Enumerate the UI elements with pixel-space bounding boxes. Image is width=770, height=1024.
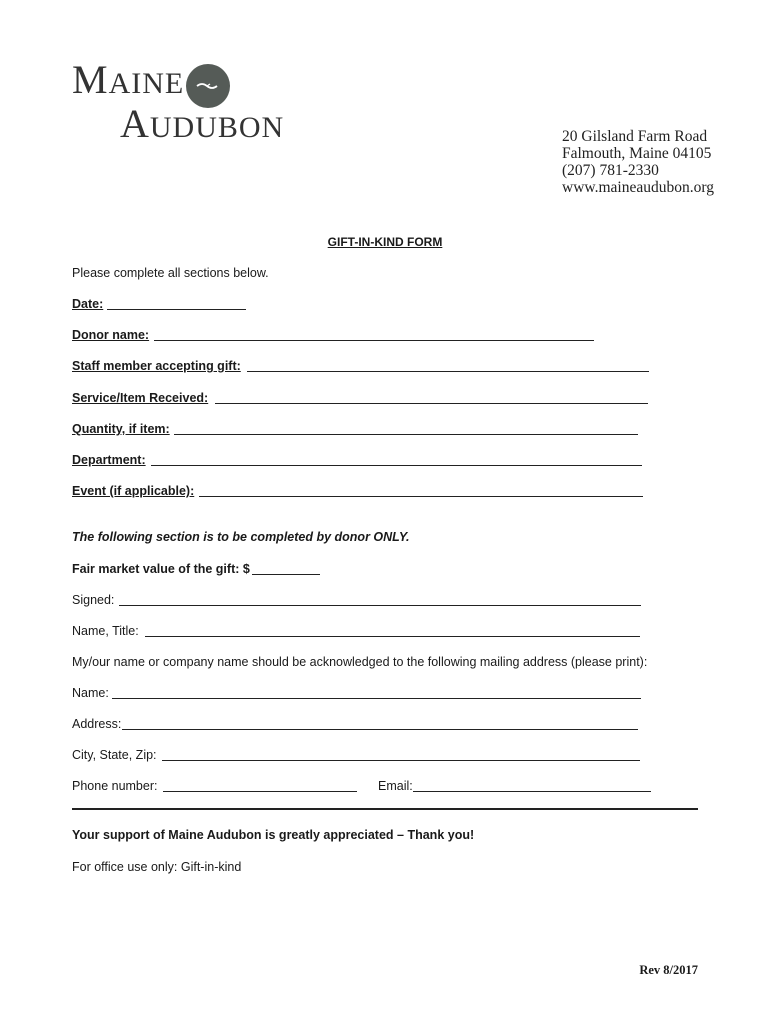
department-label: Department: [72,453,146,467]
section-divider [72,808,698,810]
donor-section-note: The following section is to be completed by donor ONLY. [72,530,410,544]
address-field[interactable] [122,729,638,730]
signed-field[interactable] [119,605,641,606]
thank-you-text: Your support of Maine Audubon is greatly appreciated – Thank you! [72,828,475,842]
event-field[interactable] [199,496,643,497]
fair-market-value-field[interactable] [252,574,320,575]
form-title: GIFT-IN-KIND FORM [327,235,443,249]
revision-label: Rev 8/2017 [639,963,698,977]
donor-name-field[interactable] [154,340,594,341]
date-field[interactable] [107,309,246,310]
quantity-field[interactable] [174,434,638,435]
office-use-text: For office use only: Gift-in-kind [72,860,242,874]
fair-market-value-label: Fair market value of the gift: $ [72,562,250,576]
address-website: www.maineaudubon.org [562,179,714,196]
name-title-field[interactable] [145,636,640,637]
intro-text: Please complete all sections below. [72,266,269,280]
name-field[interactable] [112,698,641,699]
city-state-zip-label: City, State, Zip: [72,748,157,762]
acknowledgement-text: My/our name or company name should be acknowledged to the following mailing address (please print): [72,655,648,669]
department-field[interactable] [151,465,642,466]
service-item-field[interactable] [215,403,648,404]
event-label: Event (if applicable): [72,484,195,498]
logo-wordmark-maine: MAINE [72,57,185,102]
phone-number-label: Phone number: [72,779,158,793]
email-field[interactable] [413,791,651,792]
signed-label: Signed: [72,593,115,607]
address-block [562,128,714,196]
address-phone: (207) 781-2330 [562,162,659,179]
email-label: Email: [378,779,413,793]
name-title-label: Name, Title: [72,624,139,638]
quantity-label: Quantity, if item: [72,422,170,436]
staff-member-field[interactable] [247,371,649,372]
date-label: Date: [72,297,104,311]
name-label: Name: [72,686,109,700]
address-city: Falmouth, Maine 04105 [562,145,712,162]
address-street: 20 Gilsland Farm Road [562,128,708,145]
phone-number-field[interactable] [163,791,357,792]
address-label: Address: [72,717,122,731]
logo-wordmark-audubon: AUDUBON [120,101,285,146]
staff-member-label: Staff member accepting gift: [72,359,241,373]
donor-name-label: Donor name: [72,328,150,342]
service-item-label: Service/Item Received: [72,391,209,405]
city-state-zip-field[interactable] [162,760,640,761]
